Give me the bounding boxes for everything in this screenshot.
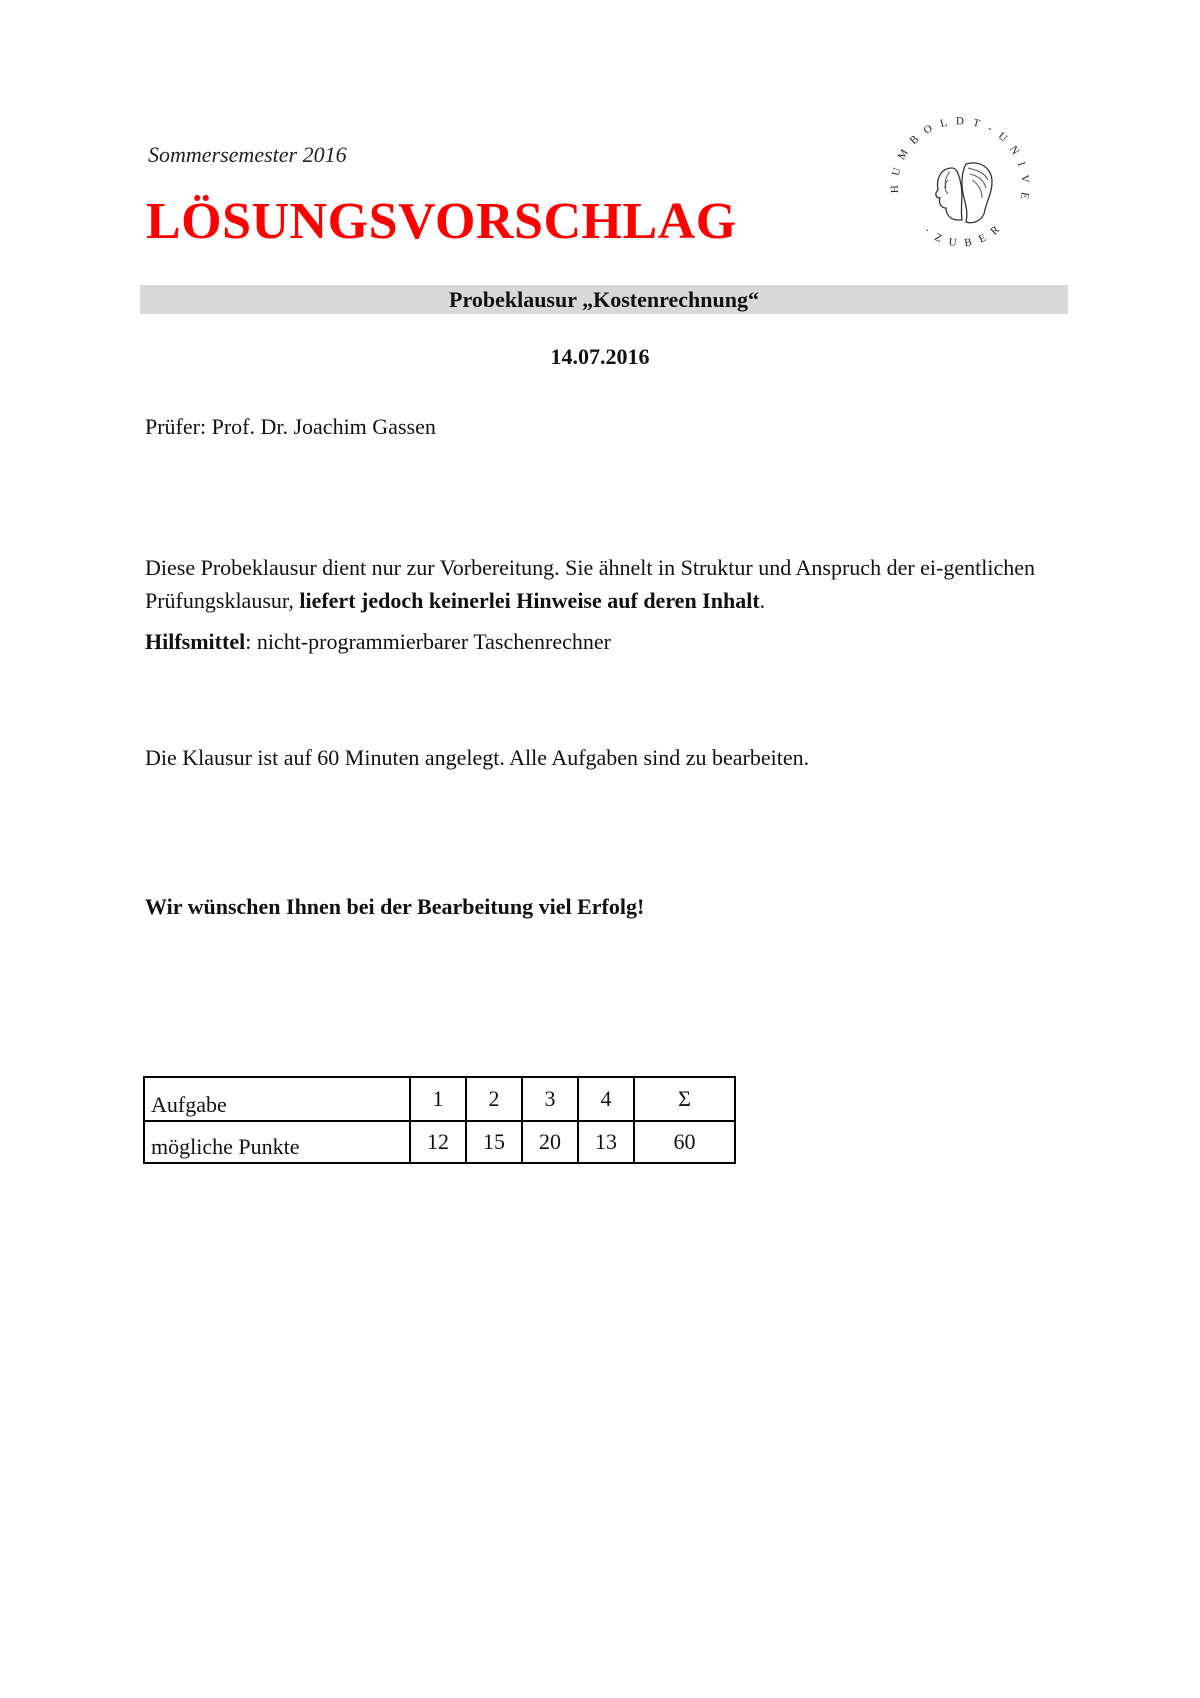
table-row: [144, 1077, 735, 1121]
intro-end: .: [759, 588, 766, 613]
aids-label: Hilfsmittel: [145, 629, 246, 654]
exam-title: Probeklausur „Kostenrechnung“: [449, 287, 759, 312]
table-cell-total: 60: [634, 1121, 735, 1163]
good-luck-line: Wir wünschen Ihnen bei der Bearbeitung viel Erfolg!: [145, 894, 645, 919]
exam-title-banner: [140, 285, 1068, 314]
table-cell-points: 13: [578, 1121, 634, 1163]
table-cell-task-label: Aufgabe: [144, 1077, 410, 1121]
aids-line: [145, 629, 611, 655]
table-cell-points: 12: [410, 1121, 466, 1163]
table-cell-points: 20: [522, 1121, 578, 1163]
aids-text: : nicht-programmierbarer Taschenrechner: [245, 629, 611, 654]
intro-text: Diese Probeklausur dient nur zur Vorbereitung. Sie ähnelt in Struktur und Anspruch der ei-gentlichen Prüfungsklausur,: [145, 555, 1035, 613]
table-cell-points-label: mögliche Punkte: [144, 1121, 410, 1163]
university-seal-icon: [880, 110, 1040, 270]
semester-label: Sommersemester 2016: [148, 142, 347, 167]
table-cell-task: 4: [578, 1077, 634, 1121]
points-table: [143, 1076, 736, 1164]
table-row: [144, 1121, 735, 1163]
table-cell-task: 3: [522, 1077, 578, 1121]
table-cell-task: 1: [410, 1077, 466, 1121]
intro-paragraph: [145, 551, 1050, 617]
table-cell-points: 15: [466, 1121, 522, 1163]
exam-date: 14.07.2016: [550, 344, 650, 369]
duration-line: Die Klausur ist auf 60 Minuten angelegt. Alle Aufgaben sind zu bearbeiten.: [145, 745, 810, 770]
svg-text:H U M B O L D T - U N I V E R: H U M B O L D T - U N I V E: [888, 115, 1032, 203]
page-title: LÖSUNGSVORSCHLAG: [146, 193, 737, 250]
svg-text:· Z U B E R L I N ·: · Z U B E R: [921, 221, 1005, 250]
table-cell-task: 2: [466, 1077, 522, 1121]
table-cell-sum-symbol: Σ: [634, 1077, 735, 1121]
examiner-line: Prüfer: Prof. Dr. Joachim Gassen: [145, 414, 436, 439]
intro-bold-text: liefert jedoch keinerlei Hinweise auf deren Inhalt: [299, 588, 760, 613]
